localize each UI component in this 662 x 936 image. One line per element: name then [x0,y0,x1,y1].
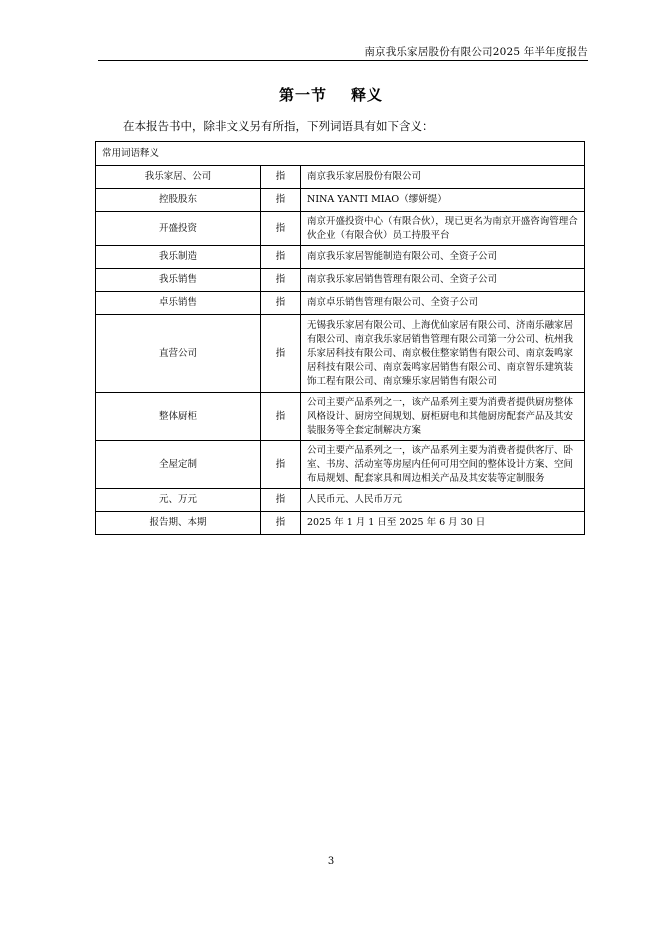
ref-cell: 指 [261,166,301,189]
section-number: 第一节 [278,86,327,104]
ref-cell: 指 [261,393,301,441]
definition-cell: 公司主要产品系列之一，该产品系列主要为消费者提供厨房整体风格设计、厨房空间规划、厨柜厨电和其他厨房配套产品及其安装服务等全套定制解决方案 [301,393,585,441]
term-cell: 直营公司 [96,315,261,393]
term-cell: 卓乐销售 [96,292,261,315]
ref-cell: 指 [261,269,301,292]
ref-cell: 指 [261,489,301,512]
intro-text: 在本报告书中，除非文义另有所指，下列词语具有如下含义： [123,119,434,133]
definition-cell: 南京我乐家居智能制造有限公司、全资子公司 [301,246,585,269]
table-row [96,393,585,441]
table-row [96,212,585,246]
page-header: 南京我乐家居股份有限公司2025 年半年度报告 [364,46,588,58]
table-row [96,512,585,535]
header-divider [98,60,588,61]
definition-cell: 南京我乐家居销售管理有限公司、全资子公司 [301,269,585,292]
term-cell: 报告期、本期 [96,512,261,535]
ref-cell: 指 [261,512,301,535]
term-cell: 元、万元 [96,489,261,512]
ref-cell: 指 [261,292,301,315]
definition-cell: 公司主要产品系列之一，该产品系列主要为消费者提供客厅、卧室、书房、活动室等房屋内任何可用空间的整体设计方案、空间布局规划、配套家具和周边相关产品及其安装等定制服务 [301,441,585,489]
definition-cell: 2025 年 1 月 1 日至 2025 年 6 月 30 日 [301,512,585,535]
definition-cell: 无锡我乐家居有限公司、上海优仙家居有限公司、济南乐融家居有限公司、南京我乐家居销售管理有限公司第一分公司、杭州我乐家居科技有限公司、南京极住整家销售有限公司、南京轰鸣家居科技有限公司、南京轰鸣家居销售有限公司、南京智乐建筑装饰工程有限公司、南京臻乐家居销售有限公司 [301,315,585,393]
page-number: 3 [327,856,335,867]
term-cell: 我乐销售 [96,269,261,292]
section-title [0,84,662,105]
table-category-row [96,142,585,166]
term-cell: 全屋定制 [96,441,261,489]
ref-cell: 指 [261,246,301,269]
definition-cell: 南京卓乐销售管理有限公司、全资子公司 [301,292,585,315]
ref-cell: 指 [261,441,301,489]
term-cell: 控股股东 [96,189,261,212]
table-row [96,166,585,189]
term-cell: 我乐制造 [96,246,261,269]
table-row [96,441,585,489]
section-name: 释义 [351,86,384,104]
definitions-table [95,141,585,535]
table-row [96,246,585,269]
table-row [96,489,585,512]
definition-cell: NINA YANTI MIAO（缪妍缇） [301,189,585,212]
table-row [96,292,585,315]
category-label: 常用词语释义 [96,142,585,166]
table-row [96,189,585,212]
definition-cell: 人民币元、人民币万元 [301,489,585,512]
definition-cell: 南京开盛投资中心（有限合伙），现已更名为南京开盛咨询管理合伙企业（有限合伙）员工持股平台 [301,212,585,246]
term-cell: 开盛投资 [96,212,261,246]
table-row [96,269,585,292]
term-cell: 我乐家居、公司 [96,166,261,189]
table-row [96,315,585,393]
ref-cell: 指 [261,212,301,246]
ref-cell: 指 [261,189,301,212]
term-cell: 整体厨柜 [96,393,261,441]
ref-cell: 指 [261,315,301,393]
definition-cell: 南京我乐家居股份有限公司 [301,166,585,189]
